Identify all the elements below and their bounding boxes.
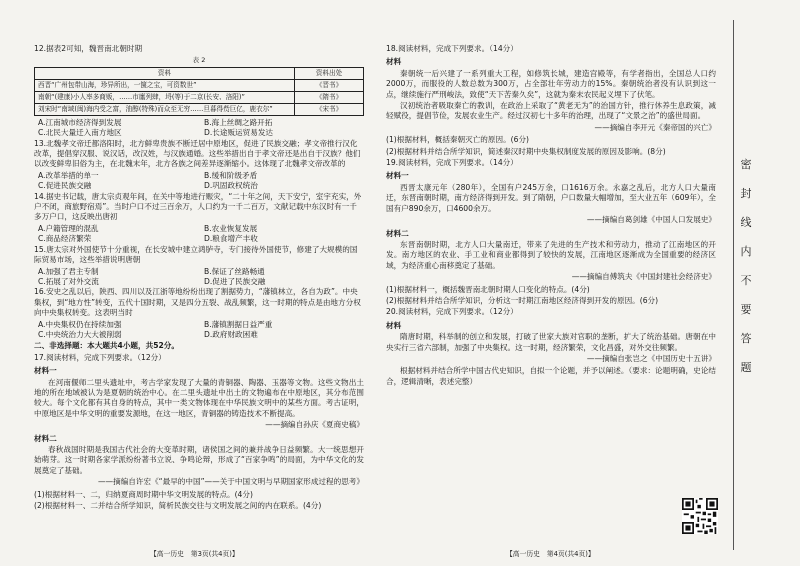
option-b: B.藩镇割据日益严重: [204, 319, 273, 329]
sub-question: (1)根据材料一、二，归纳夏商周时期中华文明发展的特点。(4分): [34, 489, 253, 499]
question-20: 20.阅读材料，完成下列要求。（12分）: [386, 307, 518, 317]
option-b: B.农业恢复发展: [204, 223, 258, 233]
seal-line: [733, 20, 734, 550]
material-label: 材料: [386, 57, 402, 67]
table-cell: 《晋书》: [295, 79, 364, 91]
table-row: [35, 79, 364, 91]
material-source: ——摘编自李开元《秦帝国的兴亡》: [594, 122, 716, 132]
table-caption: 表 2: [192, 56, 206, 65]
option-d: D.长途贩运贸易发达: [204, 128, 274, 138]
seal-char: 内: [740, 245, 752, 258]
source-table: [34, 67, 364, 116]
seal-char: 题: [740, 361, 752, 374]
table-cell: 《宋书》: [295, 103, 364, 115]
seal-char: 要: [740, 303, 752, 316]
material-label: 材料二: [386, 228, 409, 238]
material-label: 材料一: [34, 366, 57, 376]
q14-options: [34, 224, 364, 245]
table-cell: 刘宋时“南域(闽)海内受之富，油醇(特殊)而众至无穷……旦暮得赀巨亿，鹿衣尔”: [35, 103, 295, 115]
option-b: B.保证了丝路畅通: [204, 266, 265, 276]
question-19: 19.阅读材料，完成下列要求。（14分）: [386, 158, 518, 168]
material-text: 在河南偃师二里头遗址中，考古学家发现了大量的青铜器、陶器、玉器等文物。这些文物出土地的所在地域被认为是夏朝的统治中心。在二里头遗址中出土的文物遍布在中原地区，其分布范围较大。每个文化都有其自身的特点，其中一类文物体现在中华民族文明中的某些方面。考古证明，中原地区是中华文明的重要发源地，在这一地区，青铜器的铸造技术不断提高。: [34, 377, 364, 418]
table-header: 资料出处: [295, 67, 364, 79]
seal-char: 封: [740, 187, 752, 200]
material-source: ——摘编自张岂之《中国历史十五讲》: [586, 353, 716, 363]
table-row: [35, 103, 364, 115]
question-14: 14.据史书记载，唐太宗贞观年间，在关中等地进行赈灾，“二十年之间，天下安宁，室宇充实，外户不闭，商旅野宿焉”。当时户口不过三百余万，人口约为一千二百万，文献记载中东汉时有一千多万户口，这反映出唐初: [34, 191, 362, 222]
material-text: 西晋太康元年（280年），全国有户245万余，口1616万余。永嘉之乱后，北方人口大量南迁，东晋南朝时期，南方经济得到开发。到了隋朝，户口数量大幅增加，至大业五年（609年），全国有户890余万，口4600余万。: [386, 182, 716, 213]
option-c: C.拓展了对外交流: [38, 276, 99, 286]
seal-notice: [737, 150, 755, 382]
material-text: 东晋南朝时期，北方人口大量南迁，带来了先进的生产技术和劳动力，推动了江南地区的开发。南方地区的农业、手工业和商业都得到了较快的发展，江南地区逐渐成为全国重要的经济区域，为经济重心南移奠定了基础。: [386, 239, 716, 270]
option-b: B.海上丝绸之路开拓: [204, 117, 273, 127]
sub-question: (2)根据材料并结合所学知识，简述秦汉时期中央集权制度发展的原因及影响。(8分): [386, 146, 666, 156]
question-15: 15.唐太宗对外国使节十分重视，在长安城中建立鸿胪寺，专门接待外国使节，修建了大规模的国际贸易市场，这些举措说明唐朝: [34, 244, 358, 265]
sub-question: (1)根据材料，概括秦朝灭亡的原因。(6分): [386, 135, 530, 145]
material-label: 材料一: [386, 171, 409, 181]
option-a: A.户籍管理的混乱: [38, 223, 99, 233]
material-text: 汉初统治者吸取秦亡的教训，在政治上采取了“黄老无为”的治国方针，推行休养生息政策，减轻赋役，提倡节俭，发展农业生产。经过汉初七十多年的治理，出现了“文景之治”的盛世局面。: [386, 101, 716, 121]
material-text: 隋唐时期，科举制的创立和发展，打破了世家大族对官职的垄断，扩大了统治基础。唐朝在中央实行三省六部制，加强了中央集权。这一时期，经济繁荣，文化昌盛，对外交往频繁。: [386, 332, 716, 352]
table-header: 资料: [35, 67, 295, 79]
table-cell: 《隋书》: [295, 91, 364, 103]
table-cell: 西晋“广州包带山海，珍异所出，一箧之宝，可资数世”: [35, 79, 295, 91]
option-d: D.促进了民族交融: [204, 276, 266, 286]
material-source: ——摘编自许宏《“最早的中国”——关于中国文明与早期国家形成过程的思考》: [97, 477, 364, 487]
option-d: D.粮食增产丰收: [204, 234, 258, 244]
table-header-row: [35, 67, 364, 79]
seal-char: 答: [740, 332, 752, 345]
right-column: [386, 44, 716, 388]
question-18: 18.阅读材料，完成下列要求。（14分）: [386, 44, 518, 53]
option-c: C.中央统治力大大被削弱: [38, 329, 122, 339]
option-c: C.促进民族交融: [38, 181, 92, 191]
option-d: D.政府财政困难: [204, 329, 258, 339]
question-12: 12.据表2可知，魏晋南北朝时期: [34, 44, 143, 53]
q12-options: [34, 118, 364, 139]
option-b: B.缓和阶级矛盾: [204, 170, 258, 180]
seal-char: 不: [740, 274, 752, 287]
material-source: ——摘编自孙庆《夏商史稿》: [265, 420, 364, 430]
q16-options: [34, 320, 364, 341]
table-row: [35, 91, 364, 103]
option-a: A.中央集权仍在持续加强: [38, 319, 122, 329]
question-16: 16.安史之乱以后，陕西、四川以及江浙等地纷纷出现了割据势力，“藩镇林立，各自为政”。中央集权，到“地方性”转变，五代十国时期，又是四分五裂、战乱频繁，这一时期的特点是由地方分权向中央集权转变。这表明当时: [34, 287, 361, 318]
page-footer-left: 【高一历史 第3页(共4页)】: [150, 550, 239, 558]
sub-question: (2)根据材料并结合所学知识，分析这一时期江南地区经济得到开发的原因。(6分): [386, 295, 659, 305]
option-c: C.北民大量迁入南方地区: [38, 128, 122, 138]
option-d: D.巩固政权统治: [204, 181, 258, 191]
seal-char: 密: [740, 158, 752, 171]
material-label: 材料二: [34, 433, 57, 443]
qr-code-icon: [682, 498, 718, 534]
page-footer-right: 【高一历史 第4页(共4页)】: [506, 550, 595, 558]
sub-question: (2)根据材料一、二并结合所学知识，简析民族交往与文明发展之间的内在联系。(4分): [34, 501, 322, 511]
option-a: A.江南城市经济得到发展: [38, 117, 122, 127]
left-column: [34, 44, 364, 512]
seal-char: 线: [740, 216, 752, 229]
task-instruction: 根据材料并结合所学中国古代史知识，自拟一个论题，并予以阐述。（要求：论题明确，史论结合，逻辑清晰，表述完整）: [386, 366, 716, 386]
material-source: ——摘编自葛剑雄《中国人口发展史》: [586, 215, 716, 225]
option-c: C.商品经济繁荣: [38, 234, 92, 244]
question-17: 17.阅读材料，完成下列要求。（12分）: [34, 352, 166, 362]
q15-options: [34, 267, 364, 288]
question-13: 13.北魏孝文帝迁都洛阳时，北方鲜卑贵族不断迁居中原地区，促进了民族交融；孝文帝推行汉化改革，提倡穿汉服、说汉话，改汉姓，与汉族通婚。这些举措出自于孝文帝还是出自于汉族？他们以改变鲜卑旧俗为主，在北魏末年，北方各族之间差异逐渐缩小。这体现了北魏孝文帝改革的: [34, 138, 361, 169]
material-label: 材料: [386, 320, 402, 330]
material-text: 秦朝统一后兴建了一系列重大工程，如修筑长城，建造宫殿等，有学者指出，全国总人口约2000万，而服役的人数总数为300万，占全部壮年劳动力的15%。秦朝统治者没有认识到这一点，继续施行严刑峻法，致使“天下苦秦久矣”，这就为秦末农民起义埋下了伏笔。: [386, 68, 716, 99]
option-a: A.加强了君主专制: [38, 266, 99, 276]
material-text: 春秋战国时期是我国古代社会的大变革时期，诸侯国之间的兼并战争日益频繁。大一统思想开始萌芽。这一时期各家学派纷纷著书立说、争鸣论辩，形成了“百家争鸣”的局面，为中华文化的发展奠定了基础。: [34, 445, 364, 475]
option-a: A.改革举措的单一: [38, 170, 99, 180]
sub-question: (1)根据材料一，概括魏晋南北朝时期人口变化的特点。(4分): [386, 284, 590, 294]
section-heading: 二、非选择题：本大题共4小题，共52分。: [34, 341, 179, 351]
table-cell: 南朝“(建康)小人率多商贩，……市廛列肆，埒(等)于二京(长安、洛阳)”: [35, 91, 295, 103]
material-source: ——摘编自傅筑夫《中国封建社会经济史》: [571, 272, 716, 282]
q13-options: [34, 171, 364, 192]
